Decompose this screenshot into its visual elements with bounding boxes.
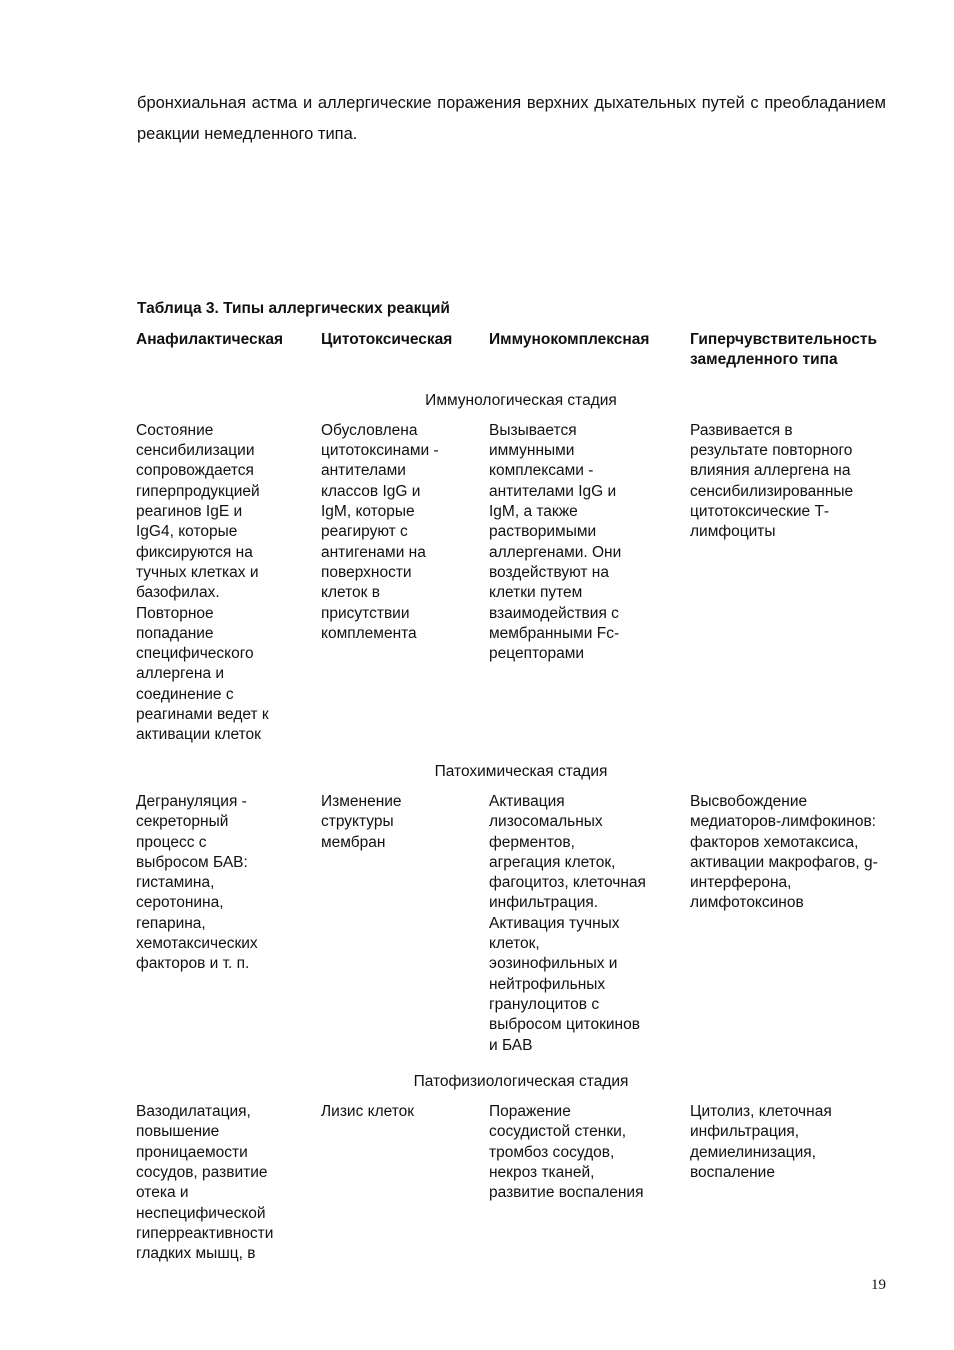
header-delayed-hypersensitivity: Гиперчувствительность замедленного типа (690, 331, 877, 369)
table-cell: Изменение структуры мембран (321, 792, 402, 851)
table-cell: Цитолиз, клеточная инфильтрация, демиелинизация, воспаление (690, 1103, 832, 1181)
table-header-row (131, 326, 911, 391)
header-anaphylactic: Анафилактическая (136, 331, 284, 348)
table-cell: Развивается в результате повторного влияния аллергена на сенсибилизированные цитотоксические Т- лимфоциты (690, 421, 854, 541)
table-cell: Дегрануляция - секреторный процесс с выбросом БАВ: гистамина, серотонина, гепарина, хемотаксических факторов и т. п. (136, 792, 258, 973)
table-cell: Поражение сосудистой стенки, тромбоз сосудов, некроз тканей, развитие воспаления (489, 1103, 644, 1202)
table-caption: Таблица 3. Типы аллергических реакций (137, 300, 450, 317)
stage-row-pathophysiological (131, 1072, 911, 1102)
table-cell: Состояние сенсибилизации сопровождается гиперпродукцией реагинов IgE и IgG4, которые фиксируются на тучных клетках и базофилах. Повторное попадание специфического аллергена и соединение с реагинами ведет к активации клеток (136, 421, 269, 744)
table-cell: Лизис клеток (321, 1103, 415, 1121)
table-row (131, 421, 911, 762)
stage-row-pathochemical (131, 762, 911, 792)
stage-label: Патофизиологическая стадия (413, 1072, 629, 1090)
intro-text: бронхиальная астма и аллергические поражения верхних дыхательных путей с преобладанием реакции немедленного типа. (137, 94, 886, 143)
table-cell: Вызывается иммунными комплексами - антителами IgG и IgM, а также растворимыми аллергенами. Они воздействуют на клетки путем взаимодействия с мембранными Fc- рецепторами (489, 421, 622, 663)
table-cell: Обусловлена цитотоксинами - антителами классов IgG и IgM, которые реагируют с антигенами на поверхности клеток в присутствии комплемента (321, 421, 439, 642)
allergy-types-table (131, 326, 911, 1280)
table-row (131, 1102, 911, 1280)
header-cytotoxic: Цитотоксическая (321, 331, 453, 348)
stage-row-immunological (131, 391, 911, 421)
stage-label: Иммунологическая стадия (425, 391, 617, 409)
table-cell: Высвобождение медиаторов-лимфокинов: факторов хемотаксиса, активации макрофагов, g- интерферона, лимфотоксинов (690, 792, 878, 912)
stage-label: Патохимическая стадия (434, 762, 608, 780)
table-cell: Вазодилатация, повышение проницаемости сосудов, развитие отека и неспецифической гиперреактивности гладких мышц, в (136, 1103, 274, 1263)
page-number: 19 (871, 1277, 886, 1293)
header-immune-complex: Иммунокомплексная (489, 331, 650, 348)
table-cell: Активация лизосомальных ферментов, агрегация клеток, фагоцитоз, клеточная инфильтрация. Активация тучных клеток, эозинофильных и нейтрофильных гранулоцитов с выбросом цитокинов и БАВ (489, 792, 646, 1054)
intro-paragraph (137, 88, 886, 150)
table-row (131, 792, 911, 1072)
